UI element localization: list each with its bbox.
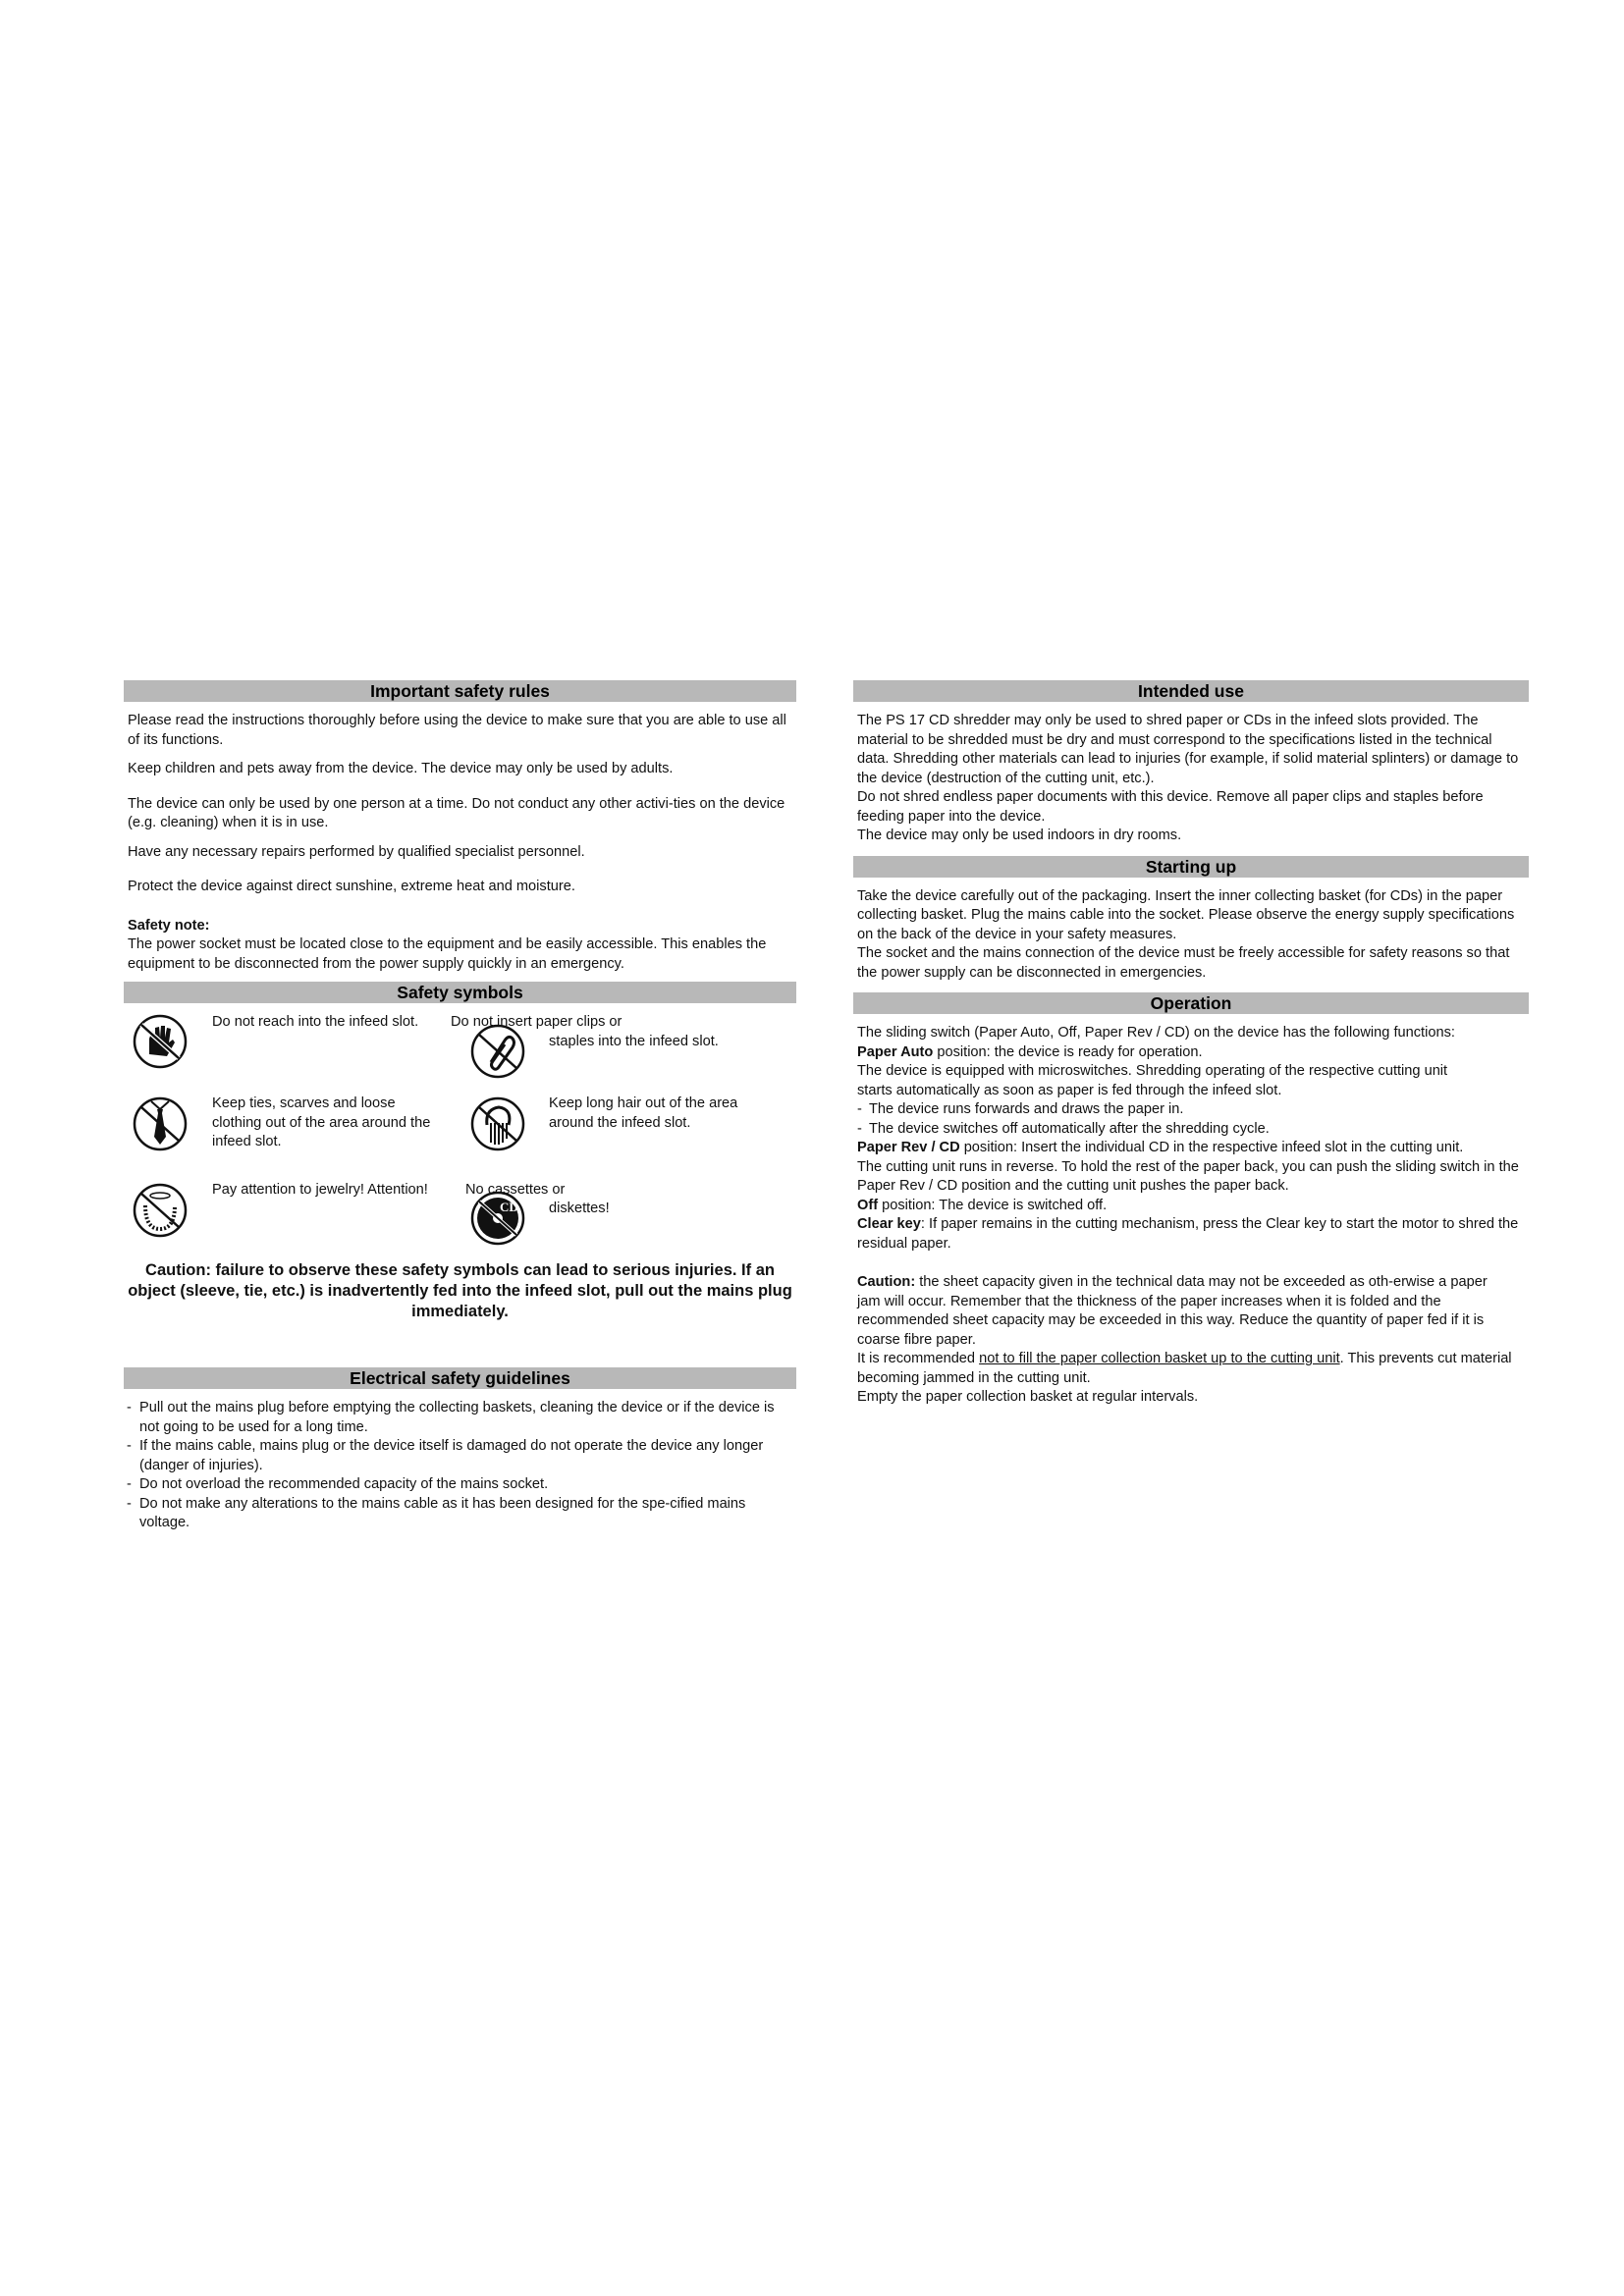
- list-item: - If the mains cable, mains plug or the device itself is damaged do not operate the device any longer (danger of injuries).: [124, 1437, 796, 1475]
- left-column: [124, 680, 796, 1533]
- symbol-text-hand: Do not reach into the infeed slot.: [212, 1014, 419, 1030]
- no-jewelry-icon: [132, 1182, 189, 1239]
- cd-badge-label: CD: [500, 1200, 518, 1214]
- symbol-text-cd-line2: diskettes!: [549, 1201, 610, 1216]
- paper-auto-detail: The device is equipped with microswitches. Shredding operating of the respective cutting unit starts automatically as soon as paper is fed through the infeed slot.: [857, 1063, 1448, 1098]
- starting-up-p1: Take the device carefully out of the packaging. Insert the inner collecting basket (for CDs) in the paper collecting basket. Plug the mains cable into the socket. Please observe the energy supply specifications on the back of the device in your safety measures.: [857, 887, 1515, 942]
- safety-rule-1: Please read the instructions thoroughly before using the device to make sure that you are able to use all of its functions.: [128, 713, 786, 748]
- symbol-text-clips-line2: staples into the infeed slot.: [549, 1034, 719, 1049]
- safety-symbols-grid: [124, 1003, 796, 1260]
- section-header-safety-symbols: Safety symbols: [124, 982, 796, 1003]
- no-long-hair-icon: [469, 1095, 526, 1152]
- section-header-intended-use: Intended use: [853, 680, 1529, 702]
- symbol-text-clips-line1: Do not insert paper clips or: [451, 1014, 623, 1030]
- operation-caution: Caution: the sheet capacity given in the technical data may not be exceeded as oth-erwise a paper jam will occur. Remember that the thickness of the paper increases when it is folded and the recommended sheet capacity may be exceeded in this way. Reduce the quantity of paper fed if it is coarse fibre paper.: [857, 1274, 1488, 1348]
- safety-rule-2: Keep children and pets away from the device. The device may only be used by adults.: [128, 761, 674, 776]
- intended-use-p1: The PS 17 CD shredder may only be used to shred paper or CDs in the infeed slots provided. The material to be shredded must be dry and must correspond to the specifications listed in the technical data. Shredding other materials can lead to injuries (for example, if solid material splinters) or damage to the device (destruction of the cutting unit, etc.).: [857, 713, 1519, 786]
- list-item: - The device switches off automatically after the shredding cycle.: [857, 1120, 1525, 1140]
- paper-rev-detail: The cutting unit runs in reverse. To hold the rest of the paper back, you can push the sliding switch in the Paper Rev / CD position and the cutting unit pushes the paper back.: [857, 1158, 1519, 1194]
- paper-rev-line: Paper Rev / CD position: Insert the individual CD in the respective infeed slot in the cutting unit.: [857, 1140, 1464, 1155]
- no-cd-icon: [469, 1190, 526, 1247]
- starting-up-p2: The socket and the mains connection of the device must be freely accessible for safety reasons so that the power supply can be disconnected in emergencies.: [857, 945, 1510, 981]
- no-tie-icon: [132, 1095, 189, 1152]
- intended-use-p2: Do not shred endless paper documents with this device. Remove all paper clips and staples before feeding paper into the device.: [857, 789, 1484, 825]
- symbols-caution: Caution: failure to observe these safety symbols can lead to serious injuries. If an object (sleeve, tie, etc.) is inadvertently fed into the infeed slot, pull out the mains plug immediately.: [128, 1261, 792, 1320]
- safety-rule-5: Protect the device against direct sunshine, extreme heat and moisture.: [128, 879, 575, 894]
- off-line: Off position: The device is switched off.: [857, 1197, 1108, 1213]
- operation-recommendation: It is recommended not to fill the paper collection basket up to the cutting unit. This prevents cut material becoming jammed in the cutting unit.: [857, 1351, 1512, 1386]
- no-paper-clip-icon: [469, 1023, 526, 1080]
- safety-rule-4: Have any necessary repairs performed by qualified specialist personnel.: [128, 843, 585, 860]
- electrical-list: [124, 1399, 796, 1533]
- symbol-text-jewelry: Pay attention to jewelry! Attention!: [212, 1182, 428, 1198]
- operation-intro: The sliding switch (Paper Auto, Off, Paper Rev / CD) on the device has the following functions:: [857, 1025, 1455, 1041]
- paper-auto-list: [857, 1100, 1525, 1139]
- safety-rule-3: The device can only be used by one person at a time. Do not conduct any other activi-ties on the device (e.g. cleaning) when it is in use.: [128, 795, 785, 830]
- safety-note-title: Safety note:: [128, 917, 210, 934]
- list-item: - Do not make any alterations to the mains cable as it has been designed for the spe-cified mains voltage.: [124, 1495, 796, 1533]
- section-header-starting-up: Starting up: [853, 856, 1529, 878]
- section-header-safety-rules: Important safety rules: [124, 680, 796, 702]
- right-column: [853, 680, 1529, 1408]
- symbol-text-hair: Keep long hair out of the area around the infeed slot.: [549, 1095, 738, 1131]
- clear-key-line: Clear key: If paper remains in the cutting mechanism, press the Clear key to start the motor to shred the residual paper.: [857, 1216, 1519, 1252]
- section-header-electrical: Electrical safety guidelines: [124, 1367, 796, 1389]
- intended-use-p3: The device may only be used indoors in dry rooms.: [857, 828, 1182, 843]
- section-header-operation: Operation: [853, 992, 1529, 1014]
- list-item: - Do not overload the recommended capacity of the mains socket.: [124, 1475, 796, 1495]
- operation-empty-basket: Empty the paper collection basket at regular intervals.: [857, 1389, 1199, 1405]
- list-item: - Pull out the mains plug before emptying the collecting baskets, cleaning the device or if the device is not going to be used for a long time.: [124, 1399, 796, 1437]
- no-hand-icon: [132, 1013, 189, 1070]
- safety-note-text: The power socket must be located close to the equipment and be easily accessible. This enables the equipment to be disconnected from the power supply quickly in an emergency.: [128, 936, 767, 972]
- list-item: - The device runs forwards and draws the paper in.: [857, 1100, 1525, 1120]
- symbol-text-cd-line1: No cassettes or: [465, 1182, 566, 1198]
- symbol-text-tie: Keep ties, scarves and loose clothing out of the area around the infeed slot.: [212, 1095, 431, 1149]
- paper-auto-line: Paper Auto position: the device is ready for operation.: [857, 1043, 1203, 1060]
